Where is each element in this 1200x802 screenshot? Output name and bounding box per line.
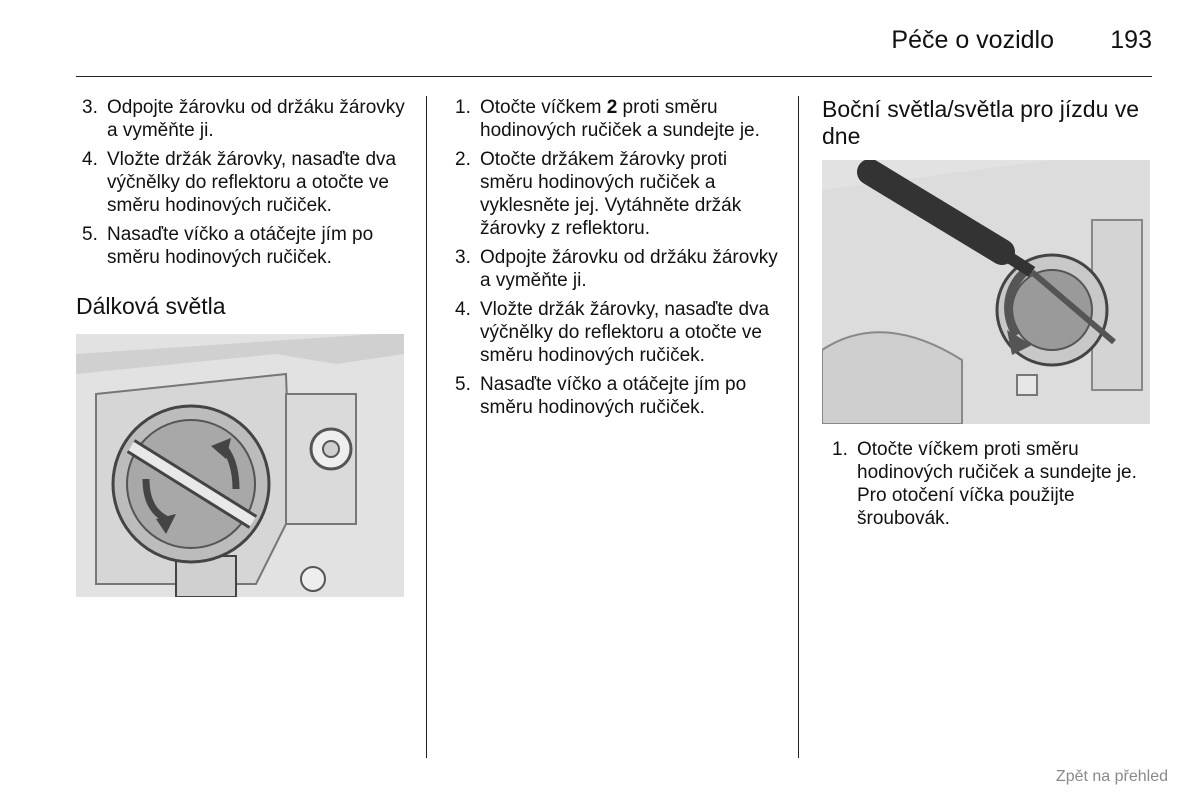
step-number: 2. — [455, 149, 471, 170]
step-number: 1. — [455, 97, 471, 118]
column-1 — [76, 96, 412, 597]
step-list — [455, 96, 785, 419]
high-beam-cap-illustration — [76, 334, 404, 597]
column-divider — [426, 96, 427, 758]
step-text: Vložte držák žárovky, nasaďte dva výčnělky do reflektoru a otočte ve směru hodinových ručiček. — [480, 299, 770, 366]
list-item — [82, 148, 412, 217]
step-text-bold: 2 — [606, 97, 618, 118]
list-item — [455, 246, 785, 292]
step-text: Otočte víčkem proti směru hodinových ručiček a sundejte je. Pro otočení víčka použijte šroubovák. — [857, 439, 1137, 529]
step-text: Odpojte žárovku od držáku žárovky a vyměňte ji. — [107, 97, 405, 141]
figure-high-beam — [76, 334, 404, 597]
step-number: 4. — [82, 149, 98, 170]
section-heading-side-lights: Boční světla/světla pro jízdu ve dne — [822, 96, 1140, 149]
step-list — [82, 96, 412, 269]
figure-side-lights — [822, 160, 1150, 424]
step-text: Otočte držákem žárovky proti směru hodinových ručiček a vyklesněte jej. Vytáhněte držák žárovky z reflektoru. — [480, 149, 742, 239]
step-text: Otočte víčkem — [480, 97, 607, 118]
step-number: 3. — [82, 97, 98, 118]
list-item — [82, 223, 412, 269]
column-2 — [455, 96, 785, 425]
step-text: Odpojte žárovku od držáku žárovky a vyměňte ji. — [480, 247, 778, 291]
list-item — [832, 438, 1152, 530]
page-title: Péče o vozidlo — [891, 26, 1054, 54]
list-item — [455, 298, 785, 367]
side-light-screwdriver-illustration — [822, 160, 1150, 424]
list-item — [455, 96, 785, 142]
header-rule — [76, 76, 1152, 77]
step-number: 1. — [832, 439, 848, 460]
step-text: Nasaďte víčko a otáčejte jím po směru hodinových ručiček. — [107, 224, 374, 268]
step-text: Nasaďte víčko a otáčejte jím po směru hodinových ručiček. — [480, 374, 747, 418]
section-heading-high-beam: Dálková světla — [76, 293, 226, 319]
back-to-overview-link[interactable]: Zpět na přehled — [1055, 768, 1168, 785]
page-number: 193 — [1110, 26, 1152, 54]
step-number: 4. — [455, 299, 471, 320]
step-text: Vložte držák žárovky, nasaďte dva výčnělky do reflektoru a otočte ve směru hodinových ručiček. — [107, 149, 397, 216]
step-number: 5. — [82, 224, 98, 245]
column-divider — [798, 96, 799, 758]
step-text: proti směru hodinových ručiček a sundejte je. — [480, 97, 760, 141]
step-number: 3. — [455, 247, 471, 268]
step-list — [832, 438, 1152, 530]
list-item — [82, 96, 412, 142]
list-item — [455, 148, 785, 240]
list-item — [455, 373, 785, 419]
step-number: 5. — [455, 374, 471, 395]
column-3 — [822, 96, 1152, 536]
